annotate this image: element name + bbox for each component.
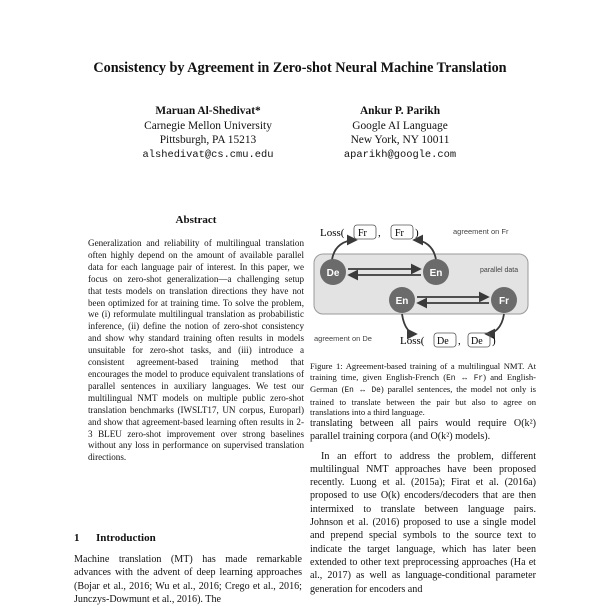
introduction-body	[74, 553, 302, 606]
introduction-text: Machine translation (MT) has made remarkable advances with the advent of deep learning approaches (Bojar et al., 2016; Wu et al., 2016; Crego et al., 2016; Junczys-Dowmunt et al., 2016). The	[74, 554, 302, 605]
right-paragraph-2: In an effort to address the problem, different multilingual NMT approaches have been proposed recently. Luong et al. (2015a); Firat et al. (2016a) proposed to use O(k) encoders/decoders that are then intermixed to translate between language pairs. Johnson et al. (2016) proposed to use a single model and prepend special symbols to the source text to indicate the target language, which has later been extended to other text preprocessing approaches (Ha et al., 2017) as well as language-conditional parameter generation for encoders and	[310, 450, 536, 595]
author-location: New York, NY 10011	[350, 134, 450, 147]
fr-slot-b-label: Fr	[395, 228, 404, 239]
caption-pair-en-de: En ↔ De	[344, 387, 381, 396]
abstract-heading: Abstract	[175, 214, 217, 226]
author-block-1	[108, 104, 308, 162]
abstract-text: Generalization and reliability of multilingual translation often highly depend on the amount of available parallel data for each language pair of interest. In this paper, we focus on zero-shot generalization—a challenging setup that tests models on translation directions they have not been optimized for at training time. To solve the problem, we (i) reformulate multilingual translation as probabilistic inference, (ii) define the notion of zero-shot consistency and show why standard training often results in models unsuitable for zero-shot tasks, and (iii) introduce a consistent agreement-based training method that encourages the model to produce equivalent translations of parallel sentences in auxiliary languages. We test our multilingual NMT models on multiple public zero-shot translation benchmarks (IWSLT17, UN corpus, Europarl) and show that agreement-based learning often results in 2-3 BLEU zero-shot improvement over strong baselines without any loss in performance on supervised translation directions.	[88, 238, 304, 463]
arrow-en-to-de-bottom	[402, 314, 416, 334]
agreement-fr-label: agreement on Fr	[453, 227, 509, 236]
node-en-bottom-label: En	[395, 296, 409, 307]
right-column-body	[310, 417, 536, 596]
right-paragraph-1: translating between all pairs would require O(k²) parallel training corpora (and O(k²) models).	[310, 418, 536, 443]
loss-top-comma: ,	[378, 227, 381, 239]
section-title: Introduction	[96, 532, 156, 544]
author-block-2	[300, 104, 500, 162]
author-affiliation: Google AI Language	[352, 119, 448, 132]
section-number: 1	[74, 532, 80, 544]
abstract-body	[88, 238, 304, 464]
caption-tail: ) parallel sentences, the model not only is trained to translate between the pair but also to agree on translations into a third language.	[310, 384, 536, 418]
arrow-fr-to-de-bottom	[486, 314, 504, 334]
fr-slot-a-label: Fr	[358, 228, 367, 239]
figure-1-caption	[310, 361, 536, 418]
author-email: aparikh@google.com	[343, 148, 457, 161]
parallel-data-label: parallel data	[480, 267, 519, 274]
author-name: Maruan Al-Shedivat*	[155, 105, 261, 117]
author-location: Pittsburgh, PA 15213	[159, 134, 257, 147]
node-en-top-label: En	[429, 268, 443, 279]
loss-bottom-comma: ,	[458, 335, 461, 347]
paper-title: Consistency by Agreement in Zero-shot Neural Machine Translation	[93, 60, 507, 76]
loss-top-paren: )	[415, 227, 419, 239]
caption-mid: ) and English-German (	[310, 371, 536, 395]
author-name: Ankur P. Parikh	[359, 105, 441, 117]
de-slot-a-label: De	[437, 336, 449, 347]
author-affiliation: Carnegie Mellon University	[144, 119, 272, 132]
loss-top-label: Loss(	[320, 227, 345, 239]
loss-bottom-label: Loss(	[400, 335, 425, 347]
node-fr-label: Fr	[499, 296, 509, 307]
de-slot-b-label: De	[471, 336, 483, 347]
caption-lead: Figure 1: Agreement-based training of a multilingual NMT. At training time, given English-French (	[310, 361, 536, 382]
loss-bottom-paren: )	[492, 335, 496, 347]
agreement-de-label: agreement on De	[314, 334, 372, 343]
section-heading	[74, 532, 156, 544]
author-email: alshedivat@cs.cmu.edu	[142, 148, 274, 161]
figure-1-diagram	[306, 216, 536, 356]
caption-pair-en-fr: En ↔ Fr	[446, 374, 484, 383]
node-de-label: De	[326, 268, 340, 279]
